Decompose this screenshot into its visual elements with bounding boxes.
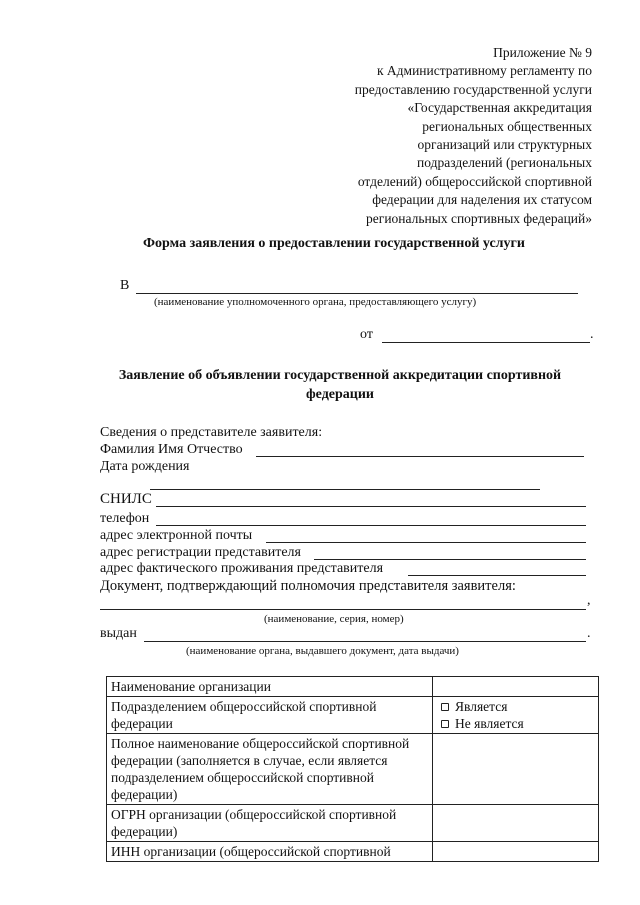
from-prefix: от: [360, 327, 373, 342]
option-label: Является: [455, 699, 508, 714]
issued-dot: .: [587, 626, 591, 641]
table-cell-value[interactable]: [433, 734, 599, 805]
table-row: [107, 697, 599, 734]
table-cell-label: ИНН организации (общероссийской спортивной: [107, 842, 433, 862]
organization-table: [106, 676, 599, 862]
appendix-line: предоставлению государственной услуги: [354, 81, 592, 97]
snils-label: СНИЛС: [100, 491, 152, 507]
birth-date-label: Дата рождения: [100, 459, 190, 474]
table-cell-value[interactable]: [433, 805, 599, 842]
from-dot: .: [590, 327, 594, 342]
appendix-line: региональных спортивных федераций»: [366, 210, 592, 226]
option-is-subdivision[interactable]: [441, 698, 594, 715]
application-title-line: федерации: [306, 387, 374, 402]
appendix-line: к Административному регламенту по: [376, 63, 592, 79]
registration-address-label: адрес регистрации представителя: [100, 545, 301, 560]
representative-heading: Сведения о представителе заявителя:: [100, 425, 323, 440]
registration-address-field[interactable]: [314, 559, 586, 560]
issued-hint: (наименование органа, выдавшего документ, дата выдачи): [186, 645, 459, 657]
table-row: [107, 734, 599, 805]
from-field[interactable]: [382, 342, 590, 343]
document-label: Документ, подтверждающий полномочия представителя заявителя:: [100, 578, 516, 594]
table-row: [107, 842, 599, 862]
table-cell-label: Наименование организации: [107, 677, 433, 697]
option-label: Не является: [455, 716, 524, 731]
appendix-line: «Государственная аккредитация: [407, 100, 592, 116]
to-authority-hint: (наименование уполномоченного органа, предоставляющего услугу): [154, 296, 477, 308]
subdivision-options: [433, 697, 599, 734]
document-field[interactable]: [100, 609, 586, 610]
checkbox-icon[interactable]: [441, 720, 449, 728]
snils-field[interactable]: [156, 506, 586, 507]
full-name-field[interactable]: [256, 456, 584, 457]
checkbox-icon[interactable]: [441, 703, 449, 711]
full-name-label: Фамилия Имя Отчество: [100, 442, 243, 457]
table-row: [107, 805, 599, 842]
issued-field[interactable]: [144, 641, 586, 642]
application-title: [80, 366, 600, 404]
to-authority-field[interactable]: [136, 293, 578, 294]
form-title: Форма заявления о предоставлении государственной услуги: [143, 236, 525, 251]
document-hint: (наименование, серия, номер): [264, 613, 404, 625]
phone-field[interactable]: [156, 525, 586, 526]
email-label: адрес электронной почты: [100, 528, 253, 543]
table-cell-value[interactable]: [433, 677, 599, 697]
table-cell-value[interactable]: [433, 842, 599, 862]
actual-address-label: адрес фактического проживания представителя: [100, 561, 384, 576]
birth-date-field[interactable]: [150, 489, 540, 490]
table-cell-label: ОГРН организации (общероссийской спортивной федерации): [107, 805, 433, 842]
table-cell-label: Подразделением общероссийской спортивной федерации: [107, 697, 433, 734]
email-field[interactable]: [266, 542, 586, 543]
appendix-line: отделений) общероссийской спортивной: [357, 173, 592, 189]
table-cell-label: Полное наименование общероссийской спортивной федерации (заполняется в случае, если является подразделением общероссийской спортивной федерации): [107, 734, 433, 805]
document-comma: ,: [587, 593, 591, 608]
application-title-line: Заявление об объявлении государственной аккредитации спортивной: [118, 368, 562, 383]
appendix-line: подразделений (региональных: [417, 155, 592, 171]
appendix-line: Приложение № 9: [493, 45, 592, 60]
appendix-line: региональных общественных: [422, 118, 592, 134]
table-row: [107, 677, 599, 697]
phone-label: телефон: [100, 511, 150, 526]
appendix-header: [292, 44, 592, 228]
actual-address-field[interactable]: [408, 575, 586, 576]
issued-label: выдан: [100, 626, 137, 641]
option-not-subdivision[interactable]: [441, 715, 594, 732]
appendix-line: организаций или структурных: [417, 137, 592, 153]
to-prefix: В: [120, 278, 130, 293]
appendix-line: федерации для наделения их статусом: [372, 192, 592, 208]
